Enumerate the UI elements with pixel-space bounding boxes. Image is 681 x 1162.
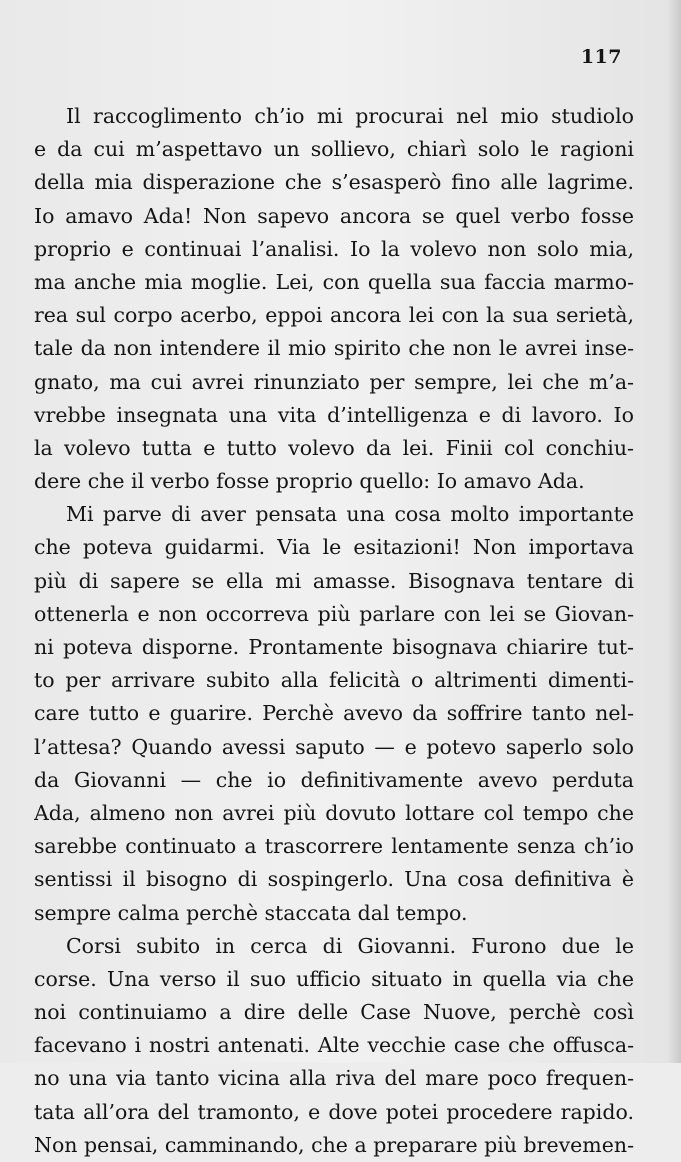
text-line: care tutto e guarire. Perchè avevo da soffrire tanto nel- [34,701,634,726]
text-line: dere che il verbo fosse proprio quello: Io amavo Ada. [34,469,585,494]
text-line: ottenerla e non occorreva più parlare con lei se Giovan- [34,601,634,626]
text-line: corse. Una verso il suo ufficio situato in quella via che [34,966,634,991]
text-line: Io amavo Ada! Non sapevo ancora se quel verbo fosse [34,203,634,228]
page-edge-shadow [667,0,681,1063]
text-line: vrebbe insegnata una vita d’intelligenza e di lavoro. Io [34,402,634,427]
text-line: ni poteva disporne. Prontamente bisognava chiarire tut- [34,635,634,659]
text-line: sentissi il bisogno di sospingerlo. Una cosa definitiva è [34,867,634,892]
text-line: da Giovanni — che io definitivamente avevo perduta [34,767,634,792]
text-line: to per arrivare subito alla felicità o altrimenti dimenti- [34,668,634,693]
text-line: l’attesa? Quando avessi saputo — e potevo saperlo solo [34,734,634,759]
text-line: sarebbe continuato a trascorrere lentamente senza ch’io [34,834,634,859]
text-line: Ada, almeno non avrei più dovuto lottare col tempo che [34,800,634,825]
text-line: sempre calma perchè staccata dal tempo. [34,900,468,925]
text-line: Mi parve di aver pensata una cosa molto importante [66,502,634,527]
text-line: più di sapere se ella mi amasse. Bisognava tentare di [34,568,634,593]
text-line: tale da non intendere il mio spirito che non le avrei inse- [34,336,634,361]
text-line: rea sul corpo acerbo, eppoi ancora lei con la sua serietà, [34,303,634,328]
text-line: proprio e continuai l’analisi. Io la volevo non solo mia, [34,236,634,261]
body-text [34,100,634,1162]
text-line: facevano i nostri antenati. Alte vecchie case che offusca- [34,1033,634,1058]
text-line: ma anche mia moglie. Lei, con quella sua faccia marmo- [34,269,634,294]
text-line: Il raccoglimento ch’io mi procurai nel mio studiolo [66,104,634,128]
text-line: Corsi subito in cerca di Giovanni. Furono due le [66,933,634,958]
text-line: e da cui m’aspettavo un sollievo, chiarì solo le ragioni [34,137,634,162]
text-line: che poteva guidarmi. Via le esitazioni! Non importava [34,535,634,560]
text-line: noi continuiamo a dire delle Case Nuove, perchè così [34,1000,634,1025]
text-line: della mia disperazione che s’esasperò fino alle lagrime. [34,170,634,195]
text-line: gnato, ma cui avrei rinunziato per sempre, lei che m’a- [34,369,634,394]
text-line: Non pensai, camminando, che a preparare più brevemen- [34,1132,634,1157]
text-line: la volevo tutta e tutto volevo da lei. Finii col conchiu- [34,435,634,460]
text-line: no una via tanto vicina alla riva del mare poco frequen- [34,1066,634,1091]
text-line: tata all’ora del tramonto, e dove potei procedere rapido. [34,1099,634,1124]
page-number: 117 [580,46,622,68]
